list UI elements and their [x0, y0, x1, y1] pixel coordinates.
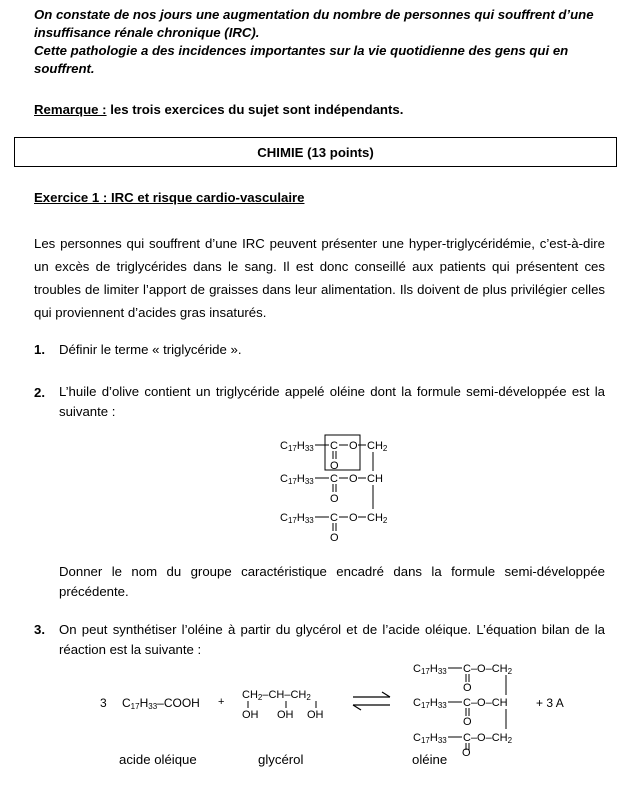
glycerol-chain: CH2–CH–CH2: [242, 689, 311, 702]
formula-c-2: C: [330, 473, 338, 485]
question-1-text: Définir le terme « triglycéride ».: [59, 342, 242, 357]
svg-text:O: O: [463, 682, 472, 694]
formula-ch: CH: [367, 473, 383, 485]
caption-glycerol: glycérol: [258, 752, 304, 767]
glycerol-oh-2: OH: [277, 709, 294, 721]
svg-text:O: O: [463, 716, 472, 728]
glycerol-oh-1: OH: [242, 709, 259, 721]
formula-carbonyl-3: O: [330, 532, 339, 544]
exercise-title: Exercice 1 : IRC et risque cardio-vasculaire: [34, 190, 305, 205]
question-2-text: L’huile d’olive contient un triglycéride appelé oléine dont la formule semi-développée est la suivante :: [59, 384, 605, 419]
section-title-box: [14, 137, 617, 167]
svg-text:C–O–CH2: C–O–CH2: [463, 663, 513, 676]
intro-text: [34, 6, 609, 78]
formula-carbonyl-2: O: [330, 493, 339, 505]
acid-formula: C17H33–COOH: [122, 696, 200, 711]
glycerol-oh-3: OH: [307, 709, 324, 721]
svg-text:C17H33: C17H33: [413, 663, 447, 676]
intro-line-2: Cette pathologie a des incidences importantes sur la vie quotidienne des gens qui en souffrent.: [34, 43, 569, 76]
formula-carbonyl-1: O: [330, 460, 339, 472]
svg-text:C17H33: C17H33: [413, 697, 447, 710]
formula-o-3: O: [349, 512, 358, 524]
formula-ch2-top: CH2: [367, 440, 388, 453]
intro-line-1: On constate de nos jours une augmentation du nombre de personnes qui souffrent d’une insuffisance rénale chronique (IRC).: [34, 7, 594, 40]
svg-text:C17H33: C17H33: [413, 732, 447, 745]
question-1-number: 1.: [34, 342, 45, 357]
svg-text:C–O–CH2: C–O–CH2: [463, 732, 513, 745]
caption-oleine-o: O: [462, 747, 471, 759]
question-3-text: On peut synthétiser l’oléine à partir du glycérol et de l’acide oléique. L’équation bilan de la réaction est la suivante :: [59, 622, 605, 657]
formula-ch2-bottom: CH2: [367, 512, 388, 525]
formula-c-1: C: [330, 440, 338, 452]
question-2-followup: Donner le nom du groupe caractéristique encadré dans la formule semi-développée précédente.: [59, 564, 605, 599]
formula-chain-3: C17H33: [280, 512, 314, 525]
caption-acid: acide oléique: [119, 752, 197, 767]
remark-text: les trois exercices du sujet sont indépendants.: [106, 102, 404, 117]
reaction-equation: [90, 655, 590, 755]
formula-o-1: O: [349, 440, 358, 452]
remark: [34, 102, 403, 117]
formula-o-2: O: [349, 473, 358, 485]
question-2-number: 2.: [34, 385, 45, 400]
formula-c-3: C: [330, 512, 338, 524]
section-title: CHIMIE (13 points): [257, 144, 374, 160]
plus-3A: + 3 A: [536, 696, 564, 710]
question-3-number: 3.: [34, 622, 45, 637]
acid-coefficient: 3: [100, 696, 107, 710]
exercise-paragraph: Les personnes qui souffrent d’une IRC peuvent présenter une hyper-triglycéridémie, c’est-à-dire un excès de triglycérides dans le sang. Il est donc conseillé aux patients qui présentent ces troubles de limiter l’apport de graisses dans leur alimentation. Ils doivent de plus privilégier celles qui proviennent d’acides gras insaturés.: [34, 236, 605, 320]
caption-oleine: oléine: [412, 752, 448, 767]
oleine-product: [413, 663, 513, 750]
svg-text:C–O–CH: C–O–CH: [463, 697, 508, 709]
plus-sign-1: +: [218, 696, 225, 708]
oleine-formula: [270, 432, 410, 544]
remark-label: Remarque :: [34, 102, 107, 117]
formula-chain-2: C17H33: [280, 473, 314, 486]
formula-chain-1: C17H33: [280, 440, 314, 453]
